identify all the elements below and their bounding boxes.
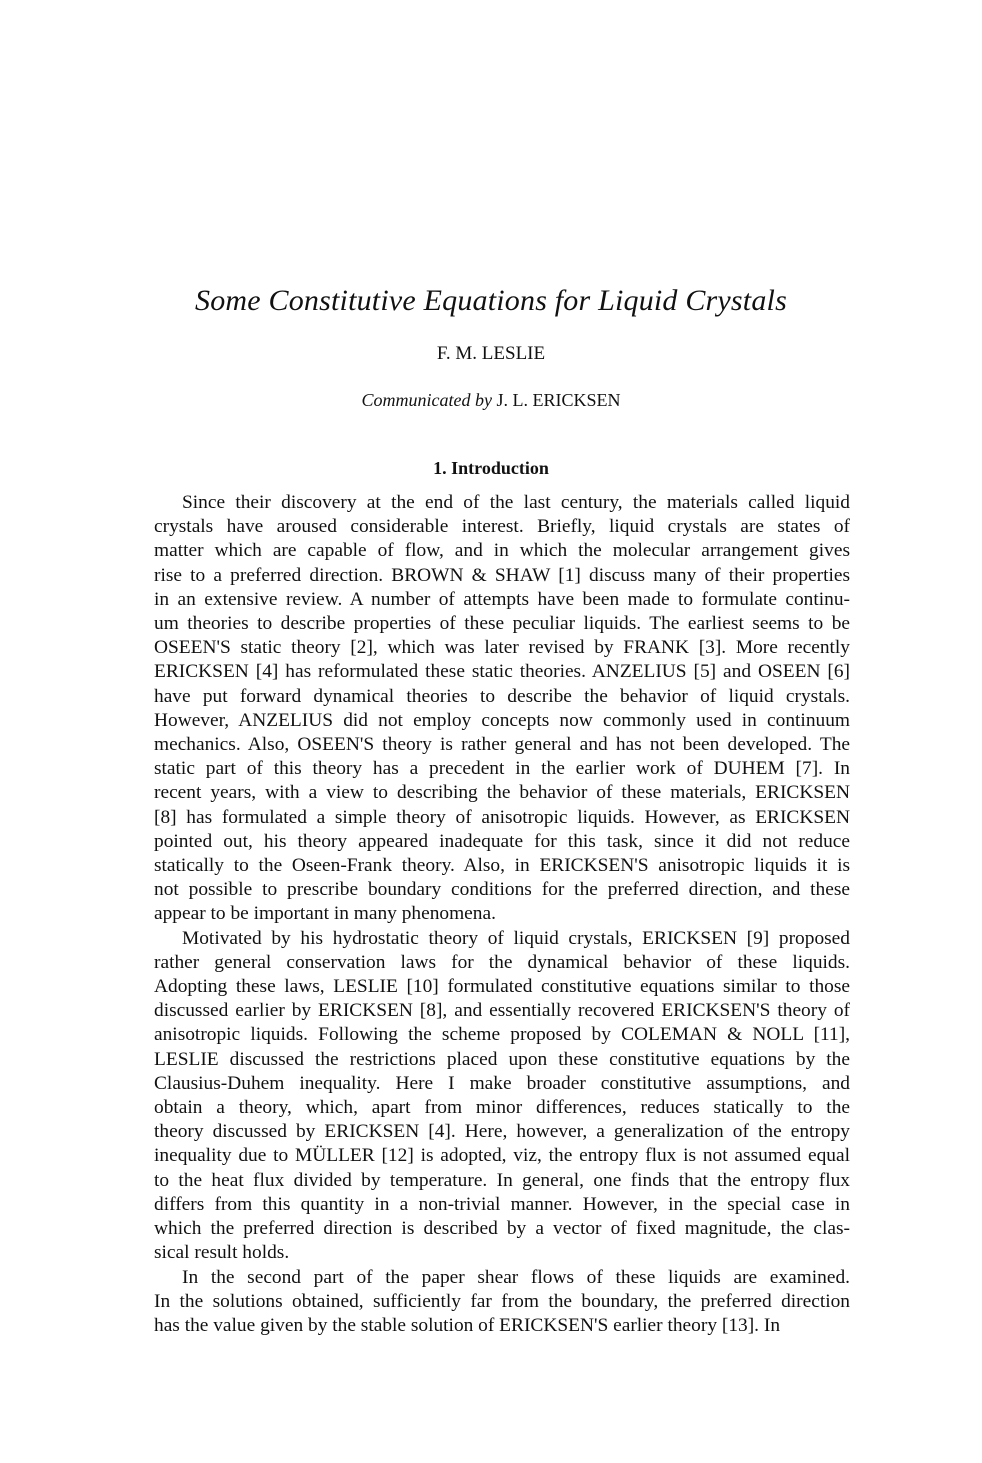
- text-line: Since their discovery at the end of the last century, the materials called liquid: [182, 492, 850, 513]
- text-line: crystals have aroused considerable interest. Briefly, liquid crystals are states of: [154, 516, 850, 538]
- text-line: inequality due to MÜLLER [12] is adopted, viz, the entropy flux is not assumed equal: [154, 1145, 850, 1167]
- paragraph: [126, 491, 850, 927]
- text-line: Motivated by his hydrostatic theory of liquid crystals, ERICKSEN [9] proposed: [182, 927, 850, 949]
- text-line: have put forward dynamical theories to describe the behavior of liquid crystals.: [154, 685, 850, 707]
- text-line: discussed earlier by ERICKSEN [8], and essentially recovered ERICKSEN'S theory of: [154, 1000, 850, 1022]
- text-line: has the value given by the stable solution of ERICKSEN'S earlier theory [13]. In: [154, 1314, 781, 1336]
- text-line: rise to a preferred direction. BROWN & SHAW [1] discuss many of their properties: [154, 564, 850, 586]
- text-line: obtain a theory, which, apart from minor differences, reduces statically to the: [154, 1097, 850, 1119]
- text-line: Adopting these laws, LESLIE [10] formulated constitutive equations similar to those: [154, 976, 850, 998]
- text-line: static part of this theory has a precedent in the earlier work of DUHEM [7]. In: [154, 758, 850, 780]
- paragraph: [126, 1266, 850, 1339]
- text-line: appear to be important in many phenomena.: [154, 903, 496, 925]
- text-line: LESLIE discussed the restrictions placed upon these constitutive equations by the: [154, 1048, 850, 1070]
- text-line: to the heat flux divided by temperature. In general, one finds that the entropy flux: [154, 1169, 850, 1191]
- text-line: ERICKSEN [4] has reformulated these static theories. ANZELIUS [5] and OSEEN [6]: [154, 661, 850, 683]
- section-heading: 1. Introduction: [433, 458, 549, 478]
- text-line: which the preferred direction is described by a vector of fixed magnitude, the clas-: [154, 1218, 850, 1240]
- author-name: F. M. LESLIE: [436, 343, 546, 364]
- text-line: matter which are capable of flow, and in which the molecular arrangement gives: [154, 540, 850, 562]
- text-line: not possible to prescribe boundary conditions for the preferred direction, and these: [154, 879, 850, 901]
- body-text: [126, 491, 850, 1338]
- text-line: mechanics. Also, OSEEN'S theory is rather general and has not been developed. The: [154, 734, 850, 756]
- text-line: um theories to describe properties of these peculiar liquids. The earliest seems to be: [154, 613, 850, 635]
- text-line: In the solutions obtained, sufficiently far from the boundary, the preferred direction: [154, 1290, 850, 1312]
- text-line: Clausius-Duhem inequality. Here I make broader constitutive assumptions, and: [154, 1072, 850, 1094]
- text-line: pointed out, his theory appeared inadequate for this task, since it did not reduce: [154, 830, 850, 852]
- text-line: However, ANZELIUS did not employ concepts now commonly used in continuum: [154, 709, 850, 731]
- communicated-by: [0, 390, 982, 411]
- text-line: differs from this quantity in a non-trivial manner. However, in the special case in: [154, 1193, 850, 1215]
- text-line: sical result holds.: [154, 1242, 290, 1264]
- text-line: anisotropic liquids. Following the scheme proposed by COLEMAN & NOLL [11],: [154, 1024, 850, 1046]
- text-line: recent years, with a view to describing the behavior of these materials, ERICKSEN: [154, 782, 850, 804]
- paragraph: [126, 927, 850, 1266]
- text-line: statically to the Oseen-Frank theory. Also, in ERICKSEN'S anisotropic liquids it is: [154, 855, 850, 877]
- text-line: in an extensive review. A number of attempts have been made to formulate continu-: [154, 588, 850, 610]
- text-line: rather general conservation laws for the dynamical behavior of these liquids.: [154, 951, 850, 973]
- text-line: In the second part of the paper shear flows of these liquids are examined.: [182, 1266, 850, 1288]
- text-line: theory discussed by ERICKSEN [4]. Here, however, a generalization of the entropy: [154, 1121, 850, 1143]
- communicated-name: J. L. ERICKSEN: [496, 390, 621, 410]
- communicated-prefix: Communicated by: [361, 390, 492, 410]
- paper-title: Some Constitutive Equations for Liquid Crystals: [195, 284, 787, 317]
- text-line: [8] has formulated a simple theory of anisotropic liquids. However, as ERICKSEN: [154, 806, 850, 828]
- text-line: OSEEN'S static theory [2], which was later revised by FRANK [3]. More recently: [154, 637, 850, 659]
